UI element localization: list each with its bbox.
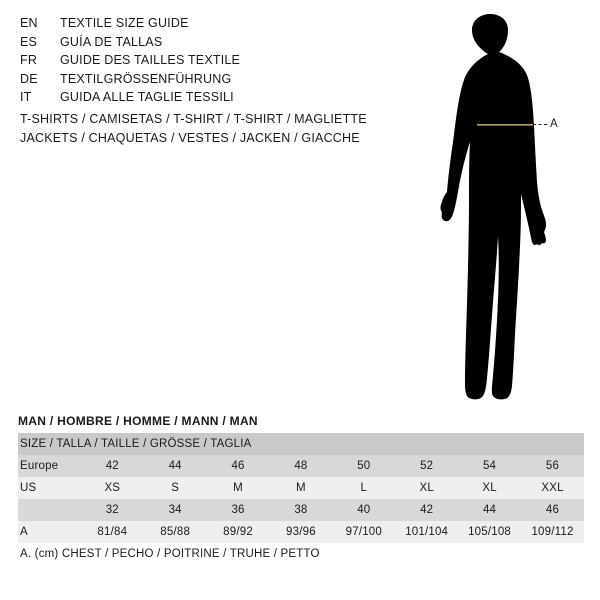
language-row	[20, 16, 360, 35]
cell: L	[332, 477, 395, 499]
row-label	[18, 499, 81, 521]
silhouette-icon	[400, 14, 600, 404]
cell: 46	[521, 499, 584, 521]
cell: XL	[395, 477, 458, 499]
cell: M	[207, 477, 270, 499]
row-label: Europe	[18, 455, 81, 477]
chest-measure-line	[477, 124, 533, 126]
table-row	[18, 477, 584, 499]
table-section-title: MAN / HOMBRE / HOMME / MANN / MAN	[18, 414, 258, 428]
footnote: A. (cm) CHEST / PECHO / POITRINE / TRUHE / PETTO	[20, 548, 320, 560]
language-code: FR	[20, 53, 38, 67]
cell: M	[270, 477, 333, 499]
table-header-label: SIZE / TALLA / TAILLE / GRÖSSE / TAGLIA	[18, 433, 584, 455]
cell: S	[144, 477, 207, 499]
chest-measure-label: A	[550, 118, 558, 130]
cell: 54	[458, 455, 521, 477]
size-table-block	[18, 414, 584, 543]
cell: 50	[332, 455, 395, 477]
cell: 42	[395, 499, 458, 521]
language-title: GUÍA DE TALLAS	[60, 34, 163, 49]
cell: XXL	[521, 477, 584, 499]
cell: 44	[144, 455, 207, 477]
chest-pointer-dashes	[533, 124, 547, 125]
table-row	[18, 499, 584, 521]
male-silhouette-figure	[400, 14, 600, 404]
cell: 85/88	[144, 521, 207, 543]
language-code: IT	[20, 90, 32, 104]
cell: 81/84	[81, 521, 144, 543]
cell: 89/92	[207, 521, 270, 543]
table-row	[18, 455, 584, 477]
language-title: GUIDA ALLE TAGLIE TESSILI	[60, 90, 234, 104]
cell: 32	[81, 499, 144, 521]
language-row	[20, 72, 360, 91]
cell: 101/104	[395, 521, 458, 543]
size-table	[18, 433, 584, 543]
cell: 38	[270, 499, 333, 521]
cell: 42	[81, 455, 144, 477]
table-header-row	[18, 433, 584, 455]
cell: 48	[270, 455, 333, 477]
row-label: US	[18, 477, 81, 499]
language-code: ES	[20, 34, 38, 49]
cell: 93/96	[270, 521, 333, 543]
language-title: TEXTILE SIZE GUIDE	[60, 16, 189, 30]
cell: XL	[458, 477, 521, 499]
cell: 52	[395, 455, 458, 477]
cell: 97/100	[332, 521, 395, 543]
cell: 56	[521, 455, 584, 477]
cell: 105/108	[458, 521, 521, 543]
cell: 46	[207, 455, 270, 477]
language-list	[20, 16, 360, 109]
category-list	[20, 110, 380, 148]
language-title: TEXTILGRÖSSENFÜHRUNG	[60, 71, 232, 86]
cell: XS	[81, 477, 144, 499]
category-jackets: JACKETS / CHAQUETAS / VESTES / JACKEN / GIACCHE	[20, 131, 360, 145]
language-title: GUIDE DES TAILLES TEXTILE	[60, 53, 241, 67]
cell: 40	[332, 499, 395, 521]
language-code: DE	[20, 71, 38, 86]
language-row	[20, 90, 360, 109]
table-row	[18, 521, 584, 543]
cell: 109/112	[521, 521, 584, 543]
language-code: EN	[20, 16, 38, 30]
cell: 34	[144, 499, 207, 521]
row-label: A	[18, 521, 81, 543]
language-row	[20, 35, 360, 54]
cell: 44	[458, 499, 521, 521]
category-tshirts: T-SHIRTS / CAMISETAS / T-SHIRT / T-SHIRT / MAGLIETTE	[20, 112, 367, 126]
language-row	[20, 53, 360, 72]
cell: 36	[207, 499, 270, 521]
